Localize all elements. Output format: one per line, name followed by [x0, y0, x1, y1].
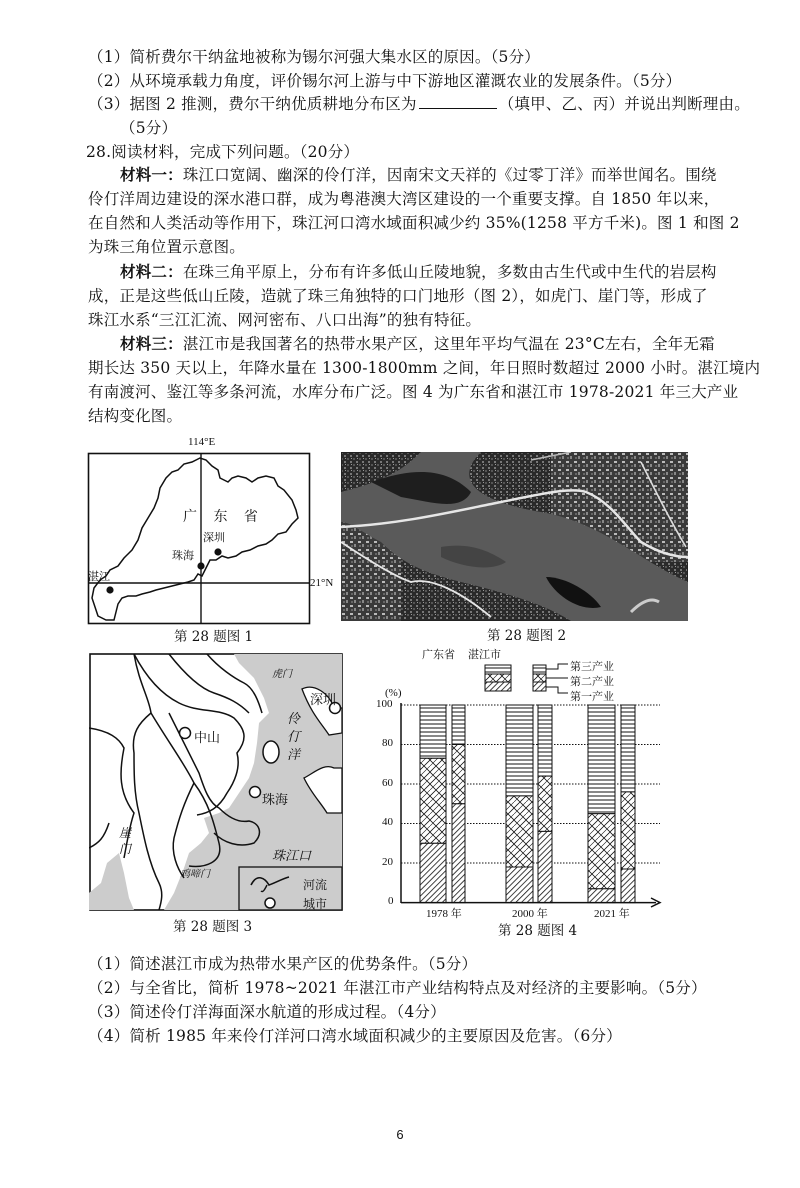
material-1-line-1 — [120, 163, 800, 187]
latitude-label: 21°N — [310, 577, 334, 589]
y-tick-80: 80 — [382, 737, 393, 749]
stacked-bar-chart — [370, 646, 670, 936]
material-3-line-3: 有南渡河、鉴江等多条河流，水库分布广泛。图 4 为广东省和湛江市 1978-2021 年三大产业 — [88, 383, 739, 401]
figure-4-industry-structure-chart — [370, 646, 670, 939]
legend-river-label: 河流 — [303, 878, 328, 892]
city-label-shenzhen: 深圳 — [203, 531, 225, 544]
y-tick-100: 100 — [376, 698, 393, 710]
material-2-line-1 — [120, 260, 800, 284]
material-2-line-2: 成，正是这些低山丘陵，造就了珠三角独特的口门地形（图 2），如虎门、崖门等，形成了 — [88, 287, 708, 305]
material-1-text: 珠江口宽阔、幽深的伶仃洋，因南宋文天祥的《过零丁洋》而举世闻名。围绕 — [182, 166, 717, 184]
material-1-line-4: 为珠三角位置示意图。 — [88, 238, 246, 256]
delta-map-drawing — [89, 653, 345, 911]
material-1-line-2: 伶仃洋周边建设的深水港口群，成为粤港澳大湾区建设的一个重要支撑。自 1850 年以来， — [88, 190, 720, 208]
prev-subquestion-3 — [88, 92, 768, 116]
material-1-line-3: 在自然和人类活动等作用下，珠江河口湾水域面积减少约 35%(1258 平方千米)。图 1 和图 2 — [88, 214, 740, 232]
answer-blank[interactable] — [419, 92, 497, 109]
province-label: 广 东 省 — [183, 509, 264, 525]
place-lingdingyang — [287, 711, 300, 765]
place-zhujiangkou: 珠江口 — [272, 849, 312, 864]
figure-3-caption: 第 28 题图 3 — [173, 919, 253, 935]
x-label-1978: 1978 年 — [426, 908, 462, 920]
y-tick-20: 20 — [382, 856, 393, 868]
prev-subquestion-3-text-after: （填甲、乙、丙）并说出判断理由。 — [498, 95, 750, 113]
page-number: 6 — [396, 1127, 404, 1142]
subquestion-1: （1）简述湛江市成为热带水果产区的优势条件。（5分） — [88, 955, 478, 973]
material-1-label: 材料一： — [120, 165, 183, 184]
legend-city-label: 城市 — [303, 897, 328, 911]
lingdingyang-char-2: 仃 — [287, 730, 301, 745]
place-zhongshan: 中山 — [194, 731, 221, 746]
prev-subquestion-3-text: （3）据图 2 推测，费尔干纳优质耕地分布区为 — [88, 95, 417, 113]
lingdingyang-char-3: 洋 — [287, 748, 301, 763]
subquestion-4: （4）简析 1985 年来伶仃洋河口湾水域面积减少的主要原因及危害。（6分） — [88, 1027, 622, 1045]
place-zhuhai: 珠海 — [262, 793, 289, 808]
figure-3-pearl-river-delta-map — [89, 653, 345, 933]
legend-primary: 第一产业 — [570, 690, 614, 703]
material-2-line-3: 珠江水系“三江汇流、网河密布、八口出海”的独有特征。 — [88, 311, 482, 329]
city-label-zhanjiang: 湛江 — [88, 570, 110, 583]
prev-subquestion-2: （2）从环境承载力角度，评价锡尔河上游与中下游地区灌溉农业的发展条件。（5分） — [88, 72, 682, 90]
material-3-text: 湛江市是我国著名的热带水果产区，这里年平均气温在 23°C左右，全年无霜 — [182, 335, 715, 353]
question-28-title: 28.阅读材料，完成下列问题。（20分） — [86, 143, 360, 161]
yamen-char-2: 门 — [119, 842, 132, 856]
material-3-label: 材料三： — [120, 334, 183, 353]
y-tick-0: 0 — [388, 895, 394, 907]
subquestion-3: （3）简述伶仃洋海面深水航道的形成过程。（4分） — [88, 1003, 446, 1021]
place-yamen — [119, 825, 131, 857]
legend-header-zhanjiang: 湛江市 — [468, 648, 501, 661]
figure-1-caption: 第 28 题图 1 — [174, 629, 254, 645]
place-shenzhen: 深圳 — [310, 693, 337, 708]
city-legend-icon — [265, 898, 275, 908]
material-3-line-1 — [120, 332, 800, 356]
city-label-zhuhai: 珠海 — [172, 549, 194, 562]
y-axis-unit: (%) — [385, 687, 402, 699]
figure-2-caption: 第 28 题图 2 — [487, 628, 567, 644]
legend-header-guangdong: 广东省 — [422, 648, 455, 661]
pearl-river-satellite-photo — [341, 452, 688, 621]
y-tick-40: 40 — [382, 816, 393, 828]
figure-4-caption: 第 28 题图 4 — [498, 923, 578, 939]
yamen-char-1: 崖 — [119, 826, 132, 840]
x-label-2000: 2000 年 — [512, 908, 548, 920]
prev-subquestion-3-score: （5分） — [120, 119, 178, 137]
figure-2-satellite-image — [341, 452, 688, 644]
legend-secondary: 第二产业 — [570, 675, 614, 688]
y-tick-60: 60 — [382, 777, 393, 789]
material-3-line-4: 结构变化图。 — [88, 407, 183, 425]
longitude-label: 114°E — [188, 436, 216, 448]
subquestion-2: （2）与全省比，简析 1978~2021 年湛江市产业结构特点及对经济的主要影响。（5分） — [88, 979, 707, 997]
legend-tertiary: 第三产业 — [570, 660, 614, 673]
place-jitimen: 鸡啼门 — [180, 869, 210, 880]
x-label-2021: 2021 年 — [594, 908, 630, 920]
prev-subquestion-1: （1）简析费尔干纳盆地被称为锡尔河强大集水区的原因。（5分） — [88, 48, 540, 66]
place-humen: 虎门 — [272, 669, 292, 680]
lingdingyang-char-1: 伶 — [287, 712, 301, 727]
material-2-text: 在珠三角平原上，分布有许多低山丘陵地貌，多数由古生代或中生代的岩层构 — [182, 263, 717, 281]
figure-1-guangdong-map — [80, 436, 334, 646]
material-2-label: 材料二： — [120, 262, 183, 281]
material-3-line-2: 期长达 350 天以上，年降水量在 1300-1800mm 之间，年日照时数超过 2000 小时。湛江境内 — [88, 359, 761, 377]
